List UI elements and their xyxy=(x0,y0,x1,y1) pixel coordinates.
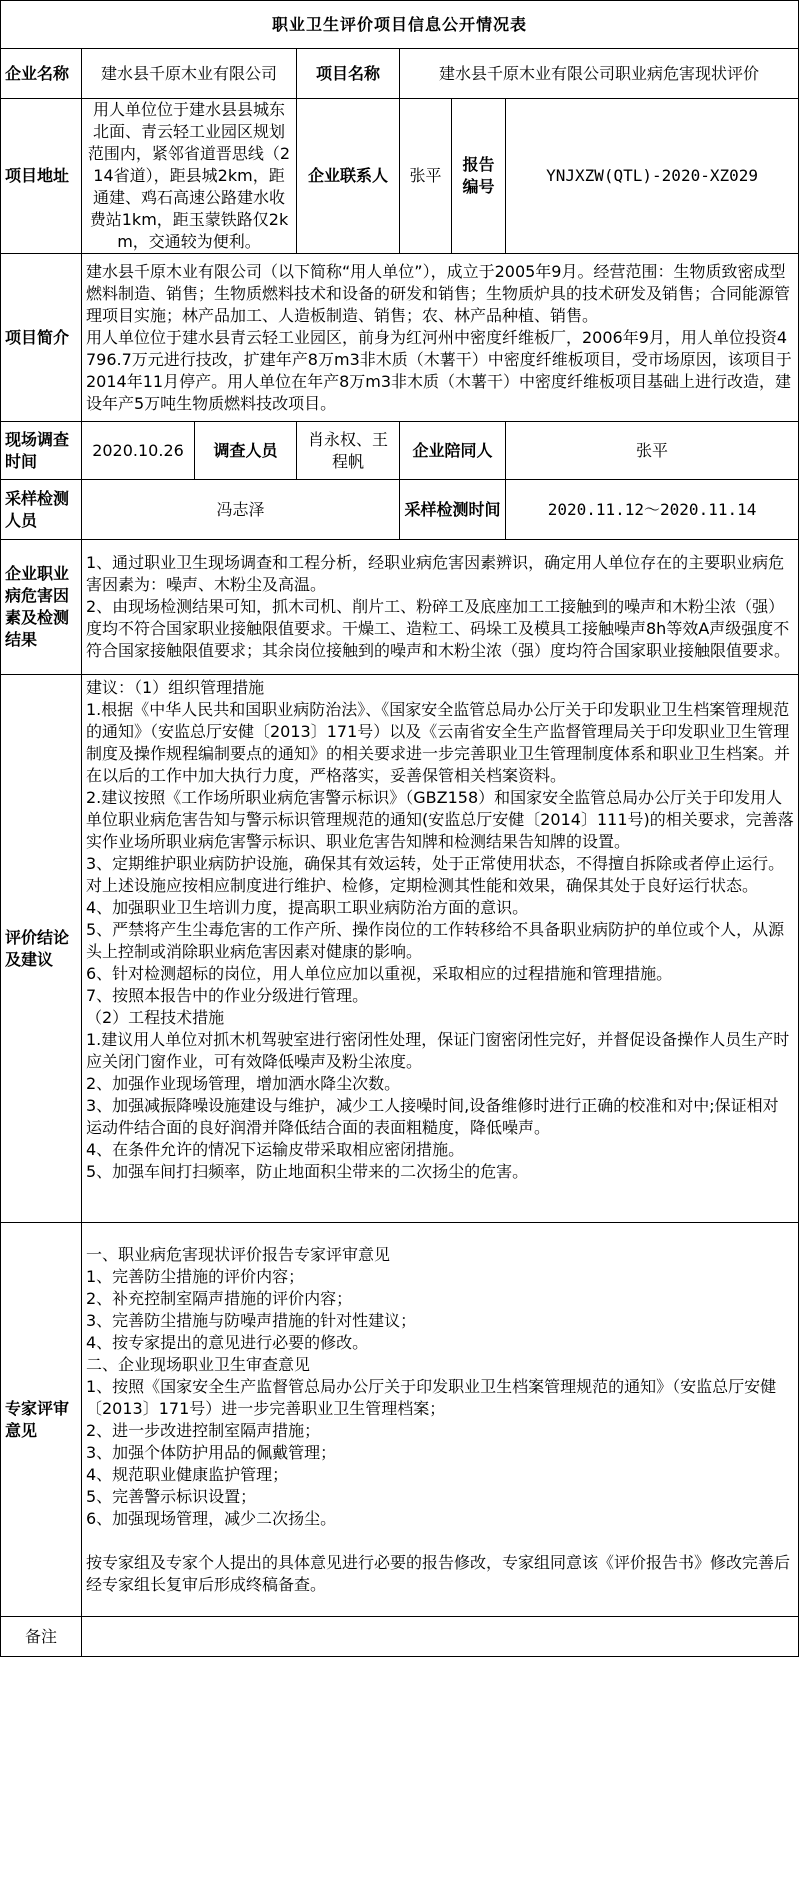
conclusion-item: 5、严禁将产生尘毒危害的工作产所、操作岗位的工作转移给不具备职业病防护的单位或个人，从源头上控制或消除职业病危害因素对健康的影响。 xyxy=(86,920,785,961)
conclusion-content xyxy=(82,675,799,1223)
conclusion-item: 1.根据《中华人民共和国职业病防治法》、《国家安全监管总局办公厅关于印发职业卫生档案管理规范的通知》（安监总厅安健〔2013〕171号）以及《云南省安全生产监督管理局关于印发职业卫生管理制度及操作规程编制要点的通知》的相关要求进一步完善职业卫生管理制度体系和职业卫生档案。并在以后的工作中加大执行力度，严格落实，妥善保管相关档案资料。 xyxy=(86,700,791,785)
expert-item: 一、职业病危害现状评价报告专家评审意见 xyxy=(86,1244,391,1264)
conclusion-label: 评价结论及建议 xyxy=(1,675,82,1223)
project-intro-content xyxy=(82,254,799,422)
survey-row xyxy=(1,422,799,480)
expert-opinion-content xyxy=(82,1223,799,1617)
conclusion-item: 4、加强职业卫生培训力度，提高职工职业病防治方面的意识。 xyxy=(86,898,529,917)
sampling-staff-value: 冯志泽 xyxy=(82,480,400,540)
expert-item: 3、完善防尘措施与防噪声措施的针对性建议； xyxy=(86,1310,417,1330)
conclusion-row xyxy=(1,675,799,1223)
hazard-results-label: 企业职业病危害因素及检测结果 xyxy=(1,540,82,675)
conclusion-item: 3、加强减振降噪设施建设与维护，减少工人接噪时间,设备维修时进行正确的校准和对中;保证相对运动件结合面的良好润滑并降低结合面的表面粗糙度，降低噪声。 xyxy=(86,1096,779,1137)
sampling-row xyxy=(1,480,799,540)
conclusion-item: 6、针对检测超标的岗位，用人单位应加以重视，采取相应的过程措施和管理措施。 xyxy=(86,964,673,983)
company-contact-value: 张平 xyxy=(400,99,452,254)
expert-item: 3、加强个体防护用品的佩戴管理； xyxy=(86,1442,337,1462)
survey-staff-label: 调查人员 xyxy=(195,422,297,480)
hazard-paragraph: 1、通过职业卫生现场调查和工程分析，经职业病危害因素辨识，确定用人单位存在的主要职业病危害因素为：噪声、木粉尘及高温。 xyxy=(86,553,785,594)
company-name-value: 建水县千原木业有限公司 xyxy=(82,49,297,99)
conclusion-item: 4、在条件允许的情况下运输皮带采取相应密闭措施。 xyxy=(86,1140,465,1159)
conclusion-item: 7、按照本报告中的作业分级进行管理。 xyxy=(86,986,369,1005)
expert-item: 二、企业现场职业卫生审查意见 xyxy=(86,1354,311,1374)
title-row xyxy=(1,1,799,49)
sampling-staff-label: 采样检测人员 xyxy=(1,480,82,540)
expert-item: 4、规范职业健康监护管理； xyxy=(86,1464,289,1484)
expert-item: 4、按专家提出的意见进行必要的修改。 xyxy=(86,1332,369,1352)
expert-opinion-label: 专家评审意见 xyxy=(1,1223,82,1617)
expert-item: 6、加强现场管理，减少二次扬尘。 xyxy=(86,1508,337,1528)
project-name-value: 建水县千原木业有限公司职业病危害现状评价 xyxy=(400,49,799,99)
intro-row xyxy=(1,254,799,422)
company-name-label: 企业名称 xyxy=(1,49,82,99)
page-title: 职业卫生评价项目信息公开情况表 xyxy=(1,1,799,49)
conclusion-item: 2、加强作业现场管理，增加洒水降尘次数。 xyxy=(86,1074,401,1093)
company-row xyxy=(1,49,799,99)
sampling-time-label: 采样检测时间 xyxy=(400,480,506,540)
report-no-value: YNJXZW(QTL)-2020-XZ029 xyxy=(506,99,799,254)
remarks-row xyxy=(1,1617,799,1657)
conclusion-item: 3、定期维护职业病防护设施，确保其有效运转，处于正常使用状态，不得擅自拆除或者停止运行。对上述设施应按相应制度进行维护、检修，定期检测其性能和效果，确保其处于良好运行状态。 xyxy=(86,854,785,895)
survey-staff-value: 肖永权、王程帆 xyxy=(297,422,400,480)
survey-time-value: 2020.10.26 xyxy=(82,422,195,480)
expert-item: 2、补充控制室隔声措施的评价内容； xyxy=(86,1288,353,1308)
expert-item: 2、进一步改进控制室隔声措施； xyxy=(86,1420,321,1440)
company-escort-label: 企业陪同人 xyxy=(400,422,506,480)
project-name-label: 项目名称 xyxy=(297,49,400,99)
remarks-value xyxy=(82,1617,799,1657)
remarks-label: 备注 xyxy=(1,1617,82,1657)
survey-time-label: 现场调查时间 xyxy=(1,422,82,480)
conclusion-item: 1.建议用人单位对抓木机驾驶室进行密闭性处理，保证门窗密闭性完好，并督促设备操作人员生产时应关闭门窗作业，可有效降低噪声及粉尘浓度。 xyxy=(86,1030,790,1071)
expert-item: 按专家组及专家个人提出的具体意见进行必要的报告修改，专家组同意该《评价报告书》修改完善后经专家组长复审后形成终稿备查。 xyxy=(86,1552,791,1594)
project-address-value: 用人单位位于建水县县城东北面、青云轻工业园区规划范围内，紧邻省道晋思线（214省道），距县城2km，距通建、鸡石高速公路建水收费站1km，距玉蒙铁路仅2km，交通较为便利。 xyxy=(82,99,297,254)
conclusion-item: 5、加强车间打扫频率，防止地面积尘带来的二次扬尘的危害。 xyxy=(86,1162,529,1181)
company-contact-label: 企业联系人 xyxy=(297,99,400,254)
project-address-label: 项目地址 xyxy=(1,99,82,254)
hazard-row xyxy=(1,540,799,675)
hazard-paragraph: 2、由现场检测结果可知，抓木司机、削片工、粉碎工及底座加工工接触到的噪声和木粉尘浓（强）度均不符合国家职业接触限值要求。干燥工、造粒工、码垛工及模具工接触噪声8h等效A声级强度不符合国家接触限值要求；其余岗位接触到的噪声和木粉尘浓（强）度均符合国家职业接触限值要求。 xyxy=(86,597,791,660)
conclusion-item: （2）工程技术措施 xyxy=(86,1008,225,1027)
expert-item: 1、完善防尘措施的评价内容； xyxy=(86,1266,305,1286)
hazard-results-content xyxy=(82,540,799,675)
sampling-time-value: 2020.11.12～2020.11.14 xyxy=(506,480,799,540)
expert-item xyxy=(86,1530,794,1552)
company-escort-value: 张平 xyxy=(506,422,799,480)
expert-item: 5、完善警示标识设置； xyxy=(86,1486,257,1506)
expert-item: 1、按照《国家安全生产监督管总局办公厅关于印发职业卫生档案管理规范的通知》（安监总厅安健〔2013〕171号）进一步完善职业卫生管理档案； xyxy=(86,1376,777,1418)
address-row xyxy=(1,99,799,254)
expert-row xyxy=(1,1223,799,1617)
conclusion-item: 建议：（1）组织管理措施 xyxy=(86,678,265,697)
conclusion-item: 2.建议按照《工作场所职业病危害警示标识》（GBZ158）和国家安全监管总局办公厅关于印发用人单位职业病危害告知与警示标识管理规范的通知(安监总厅安健〔2014〕111号)的相关要求，完善落实作业场所职业病危害警示标识、职业危害告知牌和检测结果告知牌的设置。 xyxy=(86,788,794,851)
project-intro-label: 项目简介 xyxy=(1,254,82,422)
intro-paragraph: 建水县千原木业有限公司（以下简称“用人单位”），成立于2005年9月。经营范围：生物质致密成型燃料制造、销售；生物质燃料技术和设备的研发和销售；生物质炉具的技术研发及销售；合同能源管理项目实施；林产品加工、人造板制造、销售；农、林产品种植、销售。 xyxy=(86,261,791,325)
intro-paragraph: 用人单位位于建水县青云轻工业园区，前身为红河州中密度纤维板厂，2006年9月，用人单位投资4796.7万元进行技改，扩建年产8万m3非木质（木薯干）中密度纤维板项目，受市场原因，该项目于2014年11月停产。用人单位在年产8万m3非木质（木薯干）中密度纤维板项目基础上进行改造，建设年产5万吨生物质燃料技改项目。 xyxy=(86,327,792,413)
report-no-label: 报告编号 xyxy=(452,99,506,254)
